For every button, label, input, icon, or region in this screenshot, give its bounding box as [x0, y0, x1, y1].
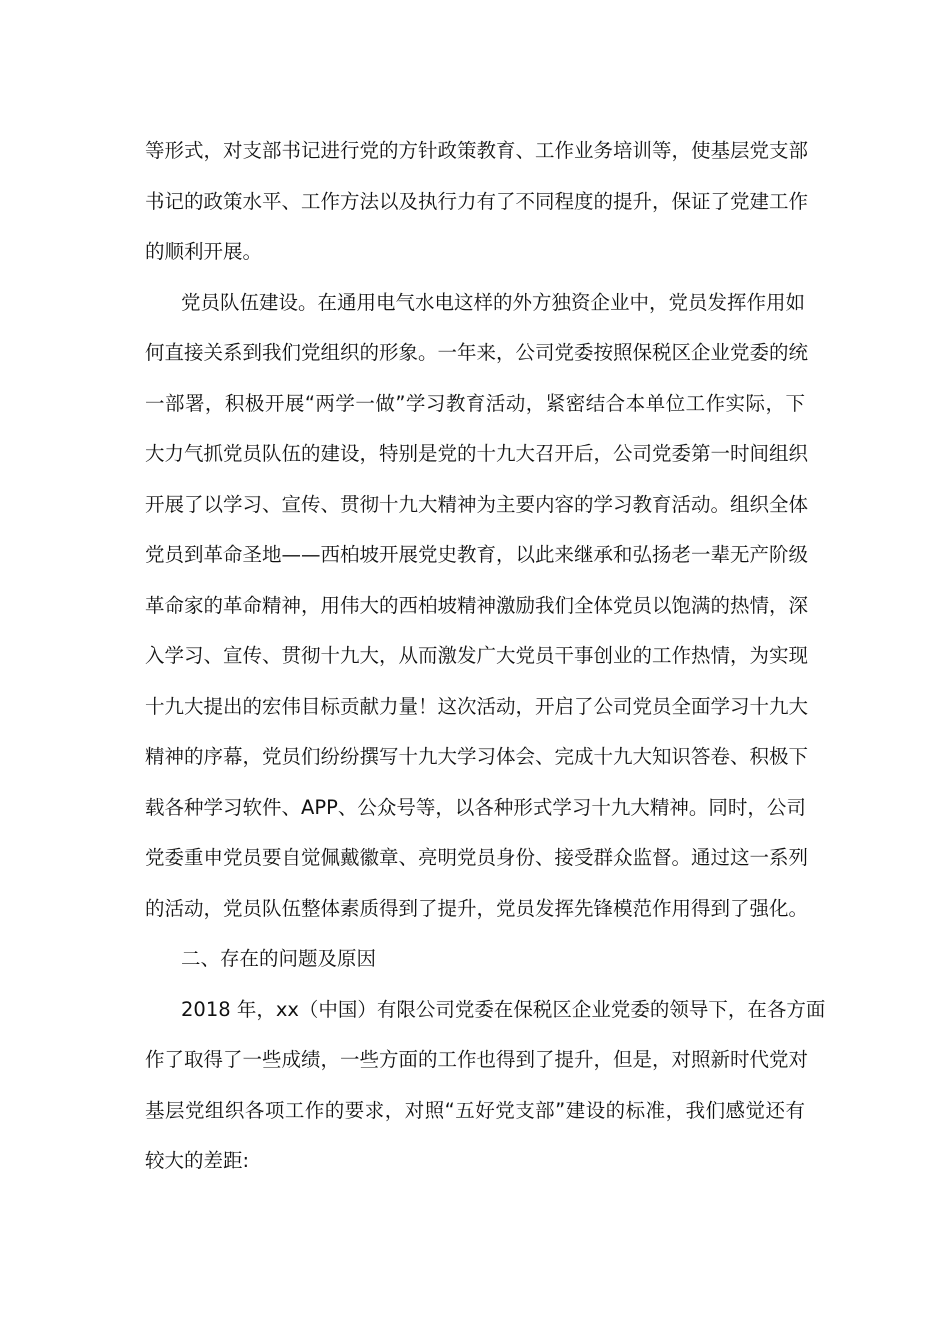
text-line: 等形式，对支部书记进行党的方针政策教育、工作业务培训等，使基层党支部 [145, 139, 809, 162]
text-line: 书记的政策水平、工作方法以及执行力有了不同程度的提升，保证了党建工作 [145, 189, 809, 213]
section-heading [145, 934, 805, 985]
text-line: 十九大提出的宏伟目标贡献力量！这次活动，开启了公司党员全面学习十九大 [145, 694, 809, 718]
text-line: 党委重申党员要自觉佩戴徽章、亮明党员身份、接受群众监督。通过这一系列 [145, 846, 809, 869]
text-line: 开展了以学习、宣传、贯彻十九大精神为主要内容的学习教育活动。组织全体 [145, 492, 809, 516]
document-body [145, 126, 826, 1187]
text-line: 基层党组织各项工作的要求，对照“五好党支部”建设的标准，我们感觉还有 [145, 1098, 805, 1122]
text-line: 载各种学习软件、APP、公众号等，以各种形式学习十九大精神。同时，公司 [145, 795, 806, 819]
text-line: 较大的差距: [145, 1149, 250, 1172]
paragraph [145, 985, 826, 1187]
paragraph [145, 126, 809, 278]
text-line: 党员队伍建设。在通用电气水电这样的外方独资企业中，党员发挥作用如 [181, 290, 806, 314]
text-line: 精神的序幕，党员们纷纷撰写十九大学习体会、完成十九大知识答卷、积极下 [145, 745, 809, 768]
heading-text: 二、存在的问题及原因 [181, 947, 377, 970]
text-line: 2018 年，xx（中国）有限公司党委在保税区企业党委的领导下，在各方面 [181, 997, 826, 1021]
text-line: 入学习、宣传、贯彻十九大，从而激发广大党员干事创业的工作热情，为实现 [145, 644, 809, 667]
text-line: 作了取得了一些成绩，一些方面的工作也得到了提升，但是，对照新时代党对 [145, 1048, 809, 1071]
text-line: 何直接关系到我们党组织的形象。一年来，公司党委按照保税区企业党委的统 [145, 341, 809, 364]
text-line: 大力气抓党员队伍的建设，特别是党的十九大召开后，公司党委第一时间组织 [145, 442, 809, 465]
text-line: 革命家的革命精神，用伟大的西柏坡精神激励我们全体党员以饱满的热情，深 [145, 593, 809, 617]
text-line: 的顺利开展。 [145, 240, 263, 263]
paragraph [145, 278, 809, 935]
text-line: 的活动，党员队伍整体素质得到了提升，党员发挥先锋模范作用得到了强化。 [145, 896, 809, 920]
text-line: 一部署，积极开展“两学一做”学习教育活动，紧密结合本单位工作实际，下 [145, 391, 805, 415]
text-line: 党员到革命圣地——西柏坡开展党史教育，以此来继承和弘扬老一辈无产阶级 [145, 543, 809, 566]
